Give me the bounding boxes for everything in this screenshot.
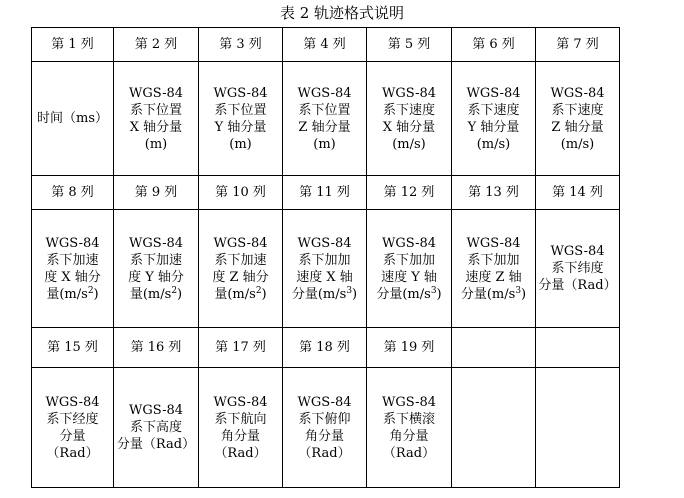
cell-line: 系下位置 [129,102,182,118]
cell-line: 系下速度 [551,102,604,118]
table-cell [283,368,367,488]
table-cell [536,62,620,176]
cell-line [452,286,535,303]
unit-exponent: 2 [255,285,262,296]
unit-exponent: 2 [171,285,178,296]
cell-line: WGS-84 [213,394,268,410]
cell-line: 系下纬度 [551,261,604,276]
cell-line: （Rad） [382,445,436,461]
unit-close: ) [261,286,267,302]
table-cell [199,62,283,176]
header-row-2 [32,176,620,210]
cell-line: （Rad） [46,445,99,461]
table-cell [199,210,283,328]
cell-line: WGS-84 [128,235,184,251]
cell-line: WGS-84 [128,403,184,418]
cell-line: 系下航向 [214,411,267,427]
cell-line: WGS-84 [297,394,352,410]
column-header: 第 13 列 [452,176,536,210]
cell-line: 角分量 [304,428,344,444]
cell-line: Z 轴分量 [551,119,604,135]
column-header: 第 5 列 [367,28,452,62]
unit-text: 分量(m/s [291,286,347,302]
column-header: 第 11 列 [283,176,367,210]
cell-line: (m/s) [392,136,426,152]
cell-line: X 轴分量 [382,119,436,135]
empty-cell [536,328,620,368]
column-header: 第 9 列 [114,176,199,210]
table-cell [114,62,199,176]
cell-line: X 轴分量 [129,119,183,135]
unit-close: ) [436,286,442,302]
cell-line: 系下加速 [129,252,182,268]
column-header: 第 10 列 [199,176,283,210]
table-cell [367,62,452,176]
cell-line: 系下加速 [46,252,99,268]
cell-line: WGS-84 [45,394,100,410]
table-cell [114,368,199,488]
cell-line: (m) [313,136,336,152]
column-header: 第 6 列 [452,28,536,62]
cell-line: WGS-84 [213,235,268,251]
cell-line: 系下速度 [467,102,520,118]
description-row-2 [32,210,620,328]
cell-line: 度 Z 轴分 [212,269,269,285]
cell-line: 度 Y 轴分 [128,269,184,285]
cell-line: (m) [229,136,252,152]
unit-exponent: 2 [87,285,94,296]
table-cell [452,62,536,176]
cell-line: WGS-84 [297,235,352,251]
column-header: 第 16 列 [114,328,199,368]
cell-line: 系下俯仰 [298,411,351,427]
cell-line: （Rad） [214,445,267,461]
cell-line [32,286,113,303]
table-caption: 表 2 轨迹格式说明 [279,4,405,22]
cell-line: 速度 Y 轴 [381,269,437,285]
cell-line: 分量（Rad） [116,437,196,452]
cell-line: 系下横滚 [382,411,435,427]
empty-cell [452,328,536,368]
column-header: 第 19 列 [367,328,452,368]
column-header: 第 12 列 [367,176,452,210]
cell-line: 速度 X 轴 [296,269,353,285]
table-cell [283,62,367,176]
cell-line: 系下经度 [46,411,99,427]
cell-line: 角分量 [389,428,429,444]
cell-line [283,286,366,303]
table-cell [367,210,452,328]
table-cell [199,368,283,488]
cell-line: 度 X 轴分 [44,269,101,285]
description-row-1 [32,62,620,176]
cell-line: 系下位置 [214,102,267,118]
cell-line: WGS-84 [45,235,100,251]
cell-line: Y 轴分量 [467,119,520,135]
cell-line: （Rad） [298,445,351,461]
cell-line: (m) [144,136,168,152]
unit-text: 量(m/s [129,286,172,302]
column-header: 第 2 列 [114,28,199,62]
cell-line: WGS-84 [128,85,184,101]
table-cell [367,368,452,488]
cell-line: 系下加加 [298,252,351,268]
cell-line: 系下速度 [382,102,435,118]
cell-line: 角分量 [220,428,260,444]
description-row-3 [32,368,620,488]
table-cell [32,210,114,328]
cell-line: (m/s) [476,136,511,152]
cell-line: WGS-84 [297,85,352,101]
unit-close: ) [93,286,99,302]
column-header: 第 14 列 [536,176,620,210]
cell-line [199,286,282,303]
column-header: 第 15 列 [32,328,114,368]
table-cell [452,210,536,328]
table-cell [32,62,114,176]
cell-line: Z 轴分量 [298,119,351,135]
empty-cell [536,368,620,488]
unit-exponent: 3 [346,285,353,296]
unit-text: 量(m/s [46,286,88,302]
cell-line: WGS-84 [466,235,521,251]
unit-close: ) [521,286,527,302]
table-cell [283,210,367,328]
cell-line: 系下加加 [467,252,520,268]
unit-close: ) [352,286,358,302]
cell-line: WGS-84 [381,235,437,251]
header-row-3 [32,328,620,368]
cell-line [367,286,451,303]
table-cell [114,210,199,328]
header-row-1 [32,28,620,62]
table-cell [32,368,114,488]
column-header: 第 18 列 [283,328,367,368]
cell-line: WGS-84 [213,85,268,101]
table-cell [536,210,620,328]
unit-close: ) [177,286,183,302]
empty-cell [452,368,536,488]
cell-line: 系下加速 [214,252,267,268]
unit-text: 分量(m/s [460,286,516,302]
column-header: 第 1 列 [32,28,114,62]
column-header: 第 7 列 [536,28,620,62]
cell-line: 速度 Z 轴 [465,269,522,285]
cell-line: 分量（Rad） [538,278,617,293]
cell-line: 分量 [59,428,86,444]
cell-line: WGS-84 [466,85,521,101]
column-header: 第 17 列 [199,328,283,368]
cell-line: 系下高度 [129,420,182,435]
column-header: 第 8 列 [32,176,114,210]
cell-line: WGS-84 [550,244,605,259]
trajectory-format-table [31,27,620,488]
unit-exponent: 3 [515,285,522,296]
column-header: 第 4 列 [283,28,367,62]
cell-line: 系下位置 [298,102,351,118]
cell-line [114,286,198,303]
unit-exponent: 3 [430,285,437,296]
cell-line: WGS-84 [381,85,437,101]
column-header: 第 3 列 [199,28,283,62]
cell-line: WGS-84 [381,394,437,410]
cell-line: Y 轴分量 [214,119,267,135]
cell-line: 系下加加 [382,252,435,268]
cell-line: (m/s) [560,136,595,152]
unit-text: 分量(m/s [376,286,431,302]
unit-text: 量(m/s [214,286,256,302]
cell-line: WGS-84 [550,85,605,101]
cell-line: 时间（ms） [37,111,108,126]
